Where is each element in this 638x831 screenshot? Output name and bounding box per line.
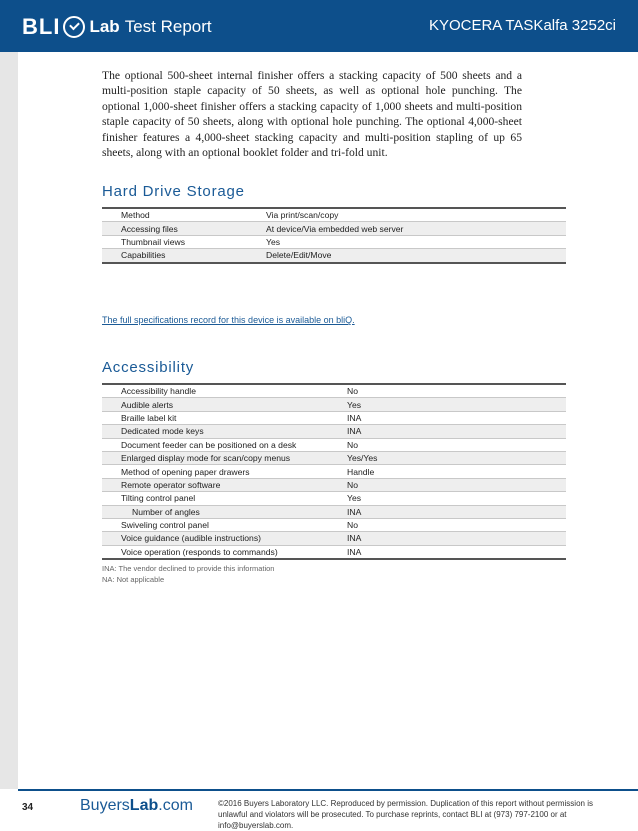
- table-row: [102, 208, 566, 222]
- table-row: [102, 222, 566, 235]
- spec-label: Accessing files: [102, 222, 260, 235]
- bli-lab-logo: [22, 13, 212, 41]
- spec-value: Yes: [341, 398, 566, 411]
- spec-label: Dedicated mode keys: [102, 425, 341, 438]
- logo-lab-text: Lab: [89, 17, 120, 36]
- na-footnote: NA: Not applicable: [102, 575, 165, 584]
- brand-com: .com: [158, 797, 193, 814]
- spec-value: Yes/Yes: [341, 451, 566, 464]
- spec-value: INA: [341, 545, 566, 559]
- accessibility-table: [102, 383, 566, 560]
- spec-label: Document feeder can be positioned on a desk: [102, 438, 341, 451]
- accessibility-heading: Accessibility: [102, 359, 195, 376]
- copyright-notice: ©2016 Buyers Laboratory LLC. Reproduced by permission. Duplication of this report without permission is unlawful and violators will be prosecuted. To purchase reprints, contact BLI at (973) 797-2100 or at info@buyerslab.com.: [218, 799, 593, 830]
- report-header: [0, 0, 638, 52]
- buyerslab-logo: [80, 797, 193, 815]
- spec-label: Method: [102, 208, 260, 222]
- spec-value: INA: [341, 425, 566, 438]
- device-model: KYOCERA TASKalfa 3252ci: [428, 17, 616, 34]
- spec-label: Capabilities: [102, 249, 260, 263]
- table-row: [102, 492, 566, 505]
- spec-value: No: [341, 478, 566, 491]
- spec-value: Via print/scan/copy: [260, 208, 566, 222]
- table-row: [102, 465, 566, 478]
- table-row: [102, 425, 566, 438]
- spec-label: Braille label kit: [102, 411, 341, 424]
- spec-value: INA: [341, 505, 566, 518]
- table-row: [102, 384, 566, 398]
- spec-label: Swiveling control panel: [102, 518, 341, 531]
- ina-footnote: INA: The vendor declined to provide this information: [102, 564, 275, 573]
- spec-label: Tilting control panel: [102, 492, 341, 505]
- spec-value: No: [341, 384, 566, 398]
- spec-value: Handle: [341, 465, 566, 478]
- spec-value: At device/Via embedded web server: [260, 222, 566, 235]
- spec-label: Method of opening paper drawers: [102, 465, 341, 478]
- footer-rule: [18, 789, 638, 791]
- page-number: 34: [22, 802, 34, 813]
- spec-label: Remote operator software: [102, 478, 341, 491]
- hard-drive-table: [102, 207, 566, 264]
- spec-value: No: [341, 438, 566, 451]
- finisher-paragraph: The optional 500-sheet internal finisher offers a stacking capacity of 500 sheets and a multi-position staple capacity of 50 sheets, as well as optional hole punching. The optional 1,000-sheet finisher offers a stacking capacity of 1,000 sheets and multi-position staple capacity of 50 sheets, along with optional hole punching. The optional 4,000-sheet finisher features a 4,000-sheet stacking capacity and multi-position stapling of up 65 sheets, along with an optional booklet folder and tri-fold unit.: [102, 69, 522, 160]
- table-row: [102, 451, 566, 464]
- spec-value: Yes: [341, 492, 566, 505]
- spec-label: Voice operation (responds to commands): [102, 545, 341, 559]
- table-row: [102, 411, 566, 424]
- spec-label: Audible alerts: [102, 398, 341, 411]
- spec-label-indented: Number of angles: [102, 505, 341, 518]
- logo-bli-text: BLI: [22, 14, 61, 39]
- spec-label: Thumbnail views: [102, 235, 260, 248]
- table-row: [102, 545, 566, 559]
- brand-lab: Lab: [129, 797, 159, 814]
- spec-value: Yes: [260, 235, 566, 248]
- spec-label: Enlarged display mode for scan/copy menus: [102, 451, 341, 464]
- checkmark-circle-icon: [63, 16, 85, 38]
- spec-value: INA: [341, 532, 566, 545]
- table-row: [102, 478, 566, 491]
- table-row: [102, 438, 566, 451]
- left-margin-bar: [0, 52, 18, 789]
- brand-buyers: Buyers: [80, 797, 130, 814]
- spec-value: Delete/Edit/Move: [260, 249, 566, 263]
- table-row: [102, 235, 566, 248]
- spec-value: INA: [341, 411, 566, 424]
- spec-value: No: [341, 518, 566, 531]
- table-row: [102, 505, 566, 518]
- table-row: [102, 249, 566, 263]
- table-row: [102, 518, 566, 531]
- spec-label: Voice guidance (audible instructions): [102, 532, 341, 545]
- logo-report-text: Test Report: [124, 17, 212, 36]
- hard-drive-storage-heading: Hard Drive Storage: [102, 183, 245, 200]
- bliq-specifications-link[interactable]: The full specifications record for this device is available on bliQ.: [102, 315, 355, 325]
- table-row: [102, 532, 566, 545]
- spec-label: Accessibility handle: [102, 384, 341, 398]
- table-row: [102, 398, 566, 411]
